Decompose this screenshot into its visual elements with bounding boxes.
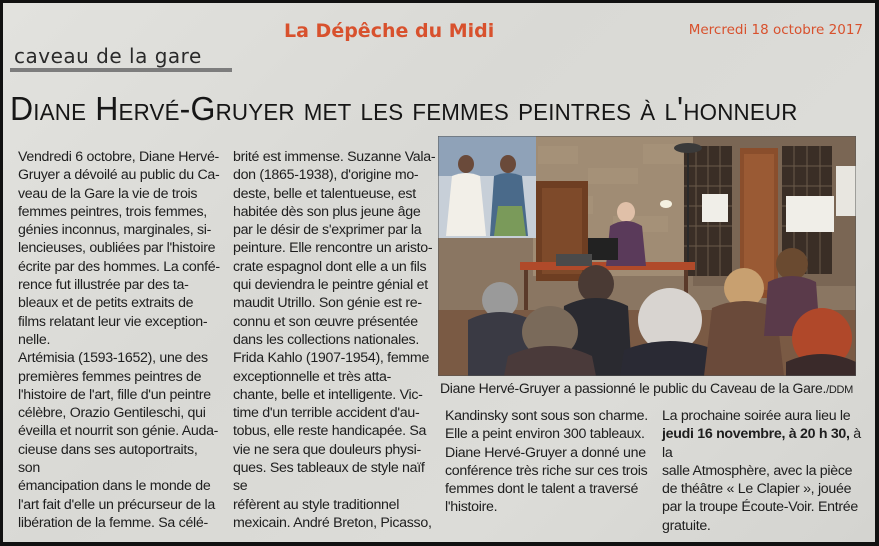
section-rule [10, 68, 232, 72]
text-line: l'histoire de l'art, fille d'un peintre [18, 386, 211, 403]
section-label: caveau de la gare [14, 44, 202, 68]
text-line: Artémisia (1593-1652), une des [18, 350, 208, 367]
event-date: jeudi 16 novembre, à 20 h 30, [662, 426, 850, 443]
text-line: Elle a peint environ 300 tableaux. [445, 426, 645, 443]
text-line: maudit Utrillo. Son génie est re- [233, 295, 422, 312]
text-line: libération de la femme. Sa célé- [18, 514, 208, 531]
text-line: bleaux et de petits extraits de [18, 295, 194, 312]
text-fragment: à la [662, 426, 861, 461]
text-line: génies inconnus, marginales, si- [18, 222, 212, 239]
text-line: crate espagnol dont elle a un fils [233, 258, 427, 275]
text-line: films relatant leur vie exception- [18, 313, 208, 330]
text-line: La prochaine soirée aura lieu le [662, 408, 851, 424]
article-column-3 [445, 407, 650, 517]
text-line: par le désir de s'exprimer par la [233, 222, 422, 239]
article-headline: Diane Hervé-Gruyer met les femmes peintres à l'honneur [10, 90, 798, 127]
text-line: peinture. Elle rencontre un aristo- [233, 240, 433, 257]
publication-date: Mercredi 18 octobre 2017 [688, 22, 863, 38]
text-line: par la troupe Écoute-Voir. Entrée [662, 499, 858, 516]
text-line: l'histoire. [445, 499, 498, 516]
text-line: Diane Hervé-Gruyer a donné une [445, 444, 646, 461]
text-line: femmes dont le talent a traversé [445, 481, 639, 498]
text-line: brité est immense. Suzanne Vala- [233, 149, 436, 165]
text-line [662, 425, 862, 462]
text-line: écrite par des hommes. La confé- [18, 258, 220, 275]
text-line: émancipation dans le monde de [18, 478, 211, 495]
text-line: veau de la Gare la vie de trois [18, 185, 198, 202]
text-line: connu et son œuvre présentée [233, 313, 418, 330]
text-line: ques. Ses tableaux de style naïf se [233, 460, 425, 495]
text-line: gratuite. [662, 517, 711, 534]
article-column-4 [662, 407, 862, 535]
text-line: deste, belle et talentueuse, est [233, 185, 416, 202]
text-line: cieuse dans ses autoportraits, son [18, 441, 198, 477]
text-line: réfèrent au style traditionnel [233, 496, 400, 513]
text-line: premières femmes peintres de [18, 368, 202, 385]
text-line: habitée dès son plus jeune âge [233, 203, 421, 220]
text-line: Gruyer a dévoilé au public du Ca- [18, 167, 220, 184]
text-line: time d'un terrible accident d'au- [233, 405, 420, 422]
text-line: vie ne sera que douleurs physi- [233, 441, 421, 458]
text-line: Vendredi 6 octobre, Diane Hervé- [18, 149, 219, 165]
newspaper-name: La Dépêche du Midi [284, 20, 495, 42]
text-line: lencieuses, oubliées par l'histoire [18, 240, 216, 257]
article-column-1 [18, 148, 223, 532]
text-line: mexicain. André Breton, Picasso, [233, 514, 432, 531]
text-line: exceptionnelle et très atta- [233, 368, 392, 385]
text-line: célèbre, Orazio Gentileschi, qui [18, 405, 206, 422]
text-line: Kandinsky sont sous son charme. [445, 408, 648, 424]
text-line: chante, belle et intelligente. Vic- [233, 386, 423, 403]
text-line: nelle. [18, 331, 51, 348]
text-line: de théâtre « Le Clapier », jouée [662, 481, 852, 498]
photo-caption [440, 380, 860, 396]
text-line: don (1865-1938), d'origine mo- [233, 167, 419, 184]
text-line: éveilla et nourrit son génie. Auda- [18, 423, 219, 440]
text-line: salle Atmosphère, avec la pièce [662, 462, 853, 479]
text-line: Frida Kahlo (1907-1954), femme [233, 350, 430, 367]
text-line: tobus, elle reste handicapée. Sa [233, 423, 427, 440]
text-line: rence fut illustrée par des ta- [18, 277, 189, 294]
article-photo [438, 136, 856, 376]
text-line: conférence très riche sur ces trois [445, 462, 648, 479]
text-line: qui deviendra le peintre génial et [233, 277, 428, 294]
caption-text: Diane Hervé-Gruyer a passionné le public du Caveau de la Gare. [440, 380, 827, 396]
text-line: femmes peintres, trois femmes, [18, 203, 207, 220]
text-line: l'art fait d'elle un précurseur de la [18, 496, 215, 513]
text-line: dans les collections nationales. [233, 331, 419, 348]
article-column-2 [233, 148, 438, 532]
photo-credit: /DDM [826, 384, 853, 396]
